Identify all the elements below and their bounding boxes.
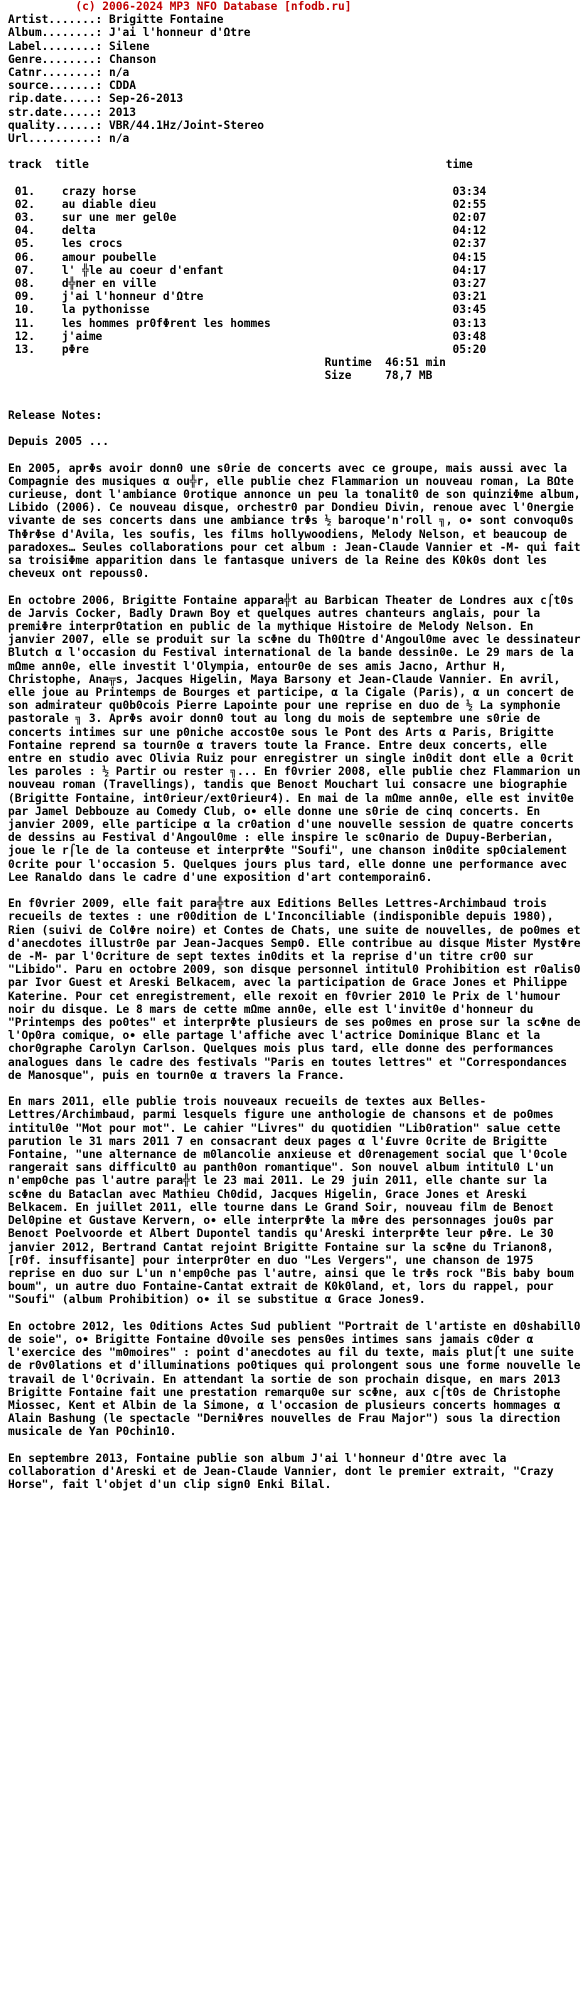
track-row: 07. l' ╬le au coeur d'enfant 04:17 xyxy=(8,263,487,277)
meta-artist: Artist.......: Brigitte Fontaine xyxy=(8,13,224,27)
meta-str-date: str.date.....: 2013 xyxy=(8,105,136,119)
track-row: 06. amour poubelle 04:15 xyxy=(8,250,487,264)
track-row: 02. au diable dieu 02:55 xyxy=(8,197,487,211)
notes-paragraph: En 2005, aprΦs avoir donn0 une s0rie de concerts avec ce groupe, mais aussi avec la Compagnie des musiques α ou╬r, elle publie chez Flammarion un nouveau roman, La BΩte curieuse, dont l'ambiance 0rotique annonce un peu la tonalit0 de son quinziΦme album, Libido (2006). Ce nouveau disque, orchestr0 par Dondieu Divin, renoue avec l'0nergie vivante de ses concerts dans une ambiance trΦs ½ baroque'n'roll ╗, o∙ sont convoqu0s ThΦrΦse d'Avila, les soufis, les films hollywoodiens, Melody Nelson, et beaucoup de paradoxes… Seules collaborations pour cet album : Jean-Claude Vannier et -M- qui fait sa troisiΦme apparition dans le fantasque univers de la Reine des K0k0s dont les cheveux ont repouss0. xyxy=(8,461,581,581)
track-row: 01. crazy horse 03:34 xyxy=(8,184,487,198)
track-row: 04. delta 04:12 xyxy=(8,224,487,238)
release-notes-title: Release Notes: xyxy=(8,408,103,422)
track-row: 08. d╬ner en ville 03:27 xyxy=(8,276,487,290)
notes-paragraph: En octobre 2006, Brigitte Fontaine appara╬t au Barbican Theater de Londres aux c⌠t0s de Jarvis Cocker, Badly Drawn Boy et quelques autres chanteurs anglais, pour la premiΦre interpr0tation en public de la mythique Histoire de Melody Nelson. En janvier 2007, elle se produit sur la scΦne du Th0Ωtre d'Angoul0me avec le dessinateur Blutch α l'occasion du Festival international de la bande dessin0e. Le 29 mars de la mΩme ann0e, elle investit l'Olympia, entour0e de ses amis Jacno, Arthur H, Christophe, Ana╦s, Jacques Higelin, Maya Barsony et Jean-Claude Vannier. En avril, elle joue au Printemps de Bourges et participe, α la Cigale (Paris), α un concert de son admirateur qu0b0cois Pierre Lapointe pour une reprise en duo de ½ La symphonie pastorale ╗ 3. AprΦs avoir donn0 tout au long du mois de septembre une s0rie de concerts intimes sur une p0niche accost0e sous le Pont des Arts α Paris, Brigitte Fontaine reprend sa tourn0e α travers toute la France. Entre deux concerts, elle entre en studio avec Olivia Ruiz pour enregistrer un single in0dit dont elle a 0crit les paroles : ½ Partir ou rester ╗... En f0vrier 2008, elle publie chez Flammarion un nouveau roman (Travellings), tandis que Benoεt Mouchart lui consacre une biographie (Brigitte Fontaine, int0rieur/ext0rieur4). En mai de la mΩme ann0e, elle est invit0e par Jamel Debbouze au Comedy Club, o∙ elle donne une s0rie de cinq concerts. En janvier 2009, elle participe α la cr0ation d'une nouvelle session de quatre concerts de dessins au Festival d'Angoul0me : elle inspire le sc0nario de Dupuy-Berberian, joue le r⌠le de la conteuse et interprΦte "Soufi", une chanson in0dite sp0cialement 0crite pour l'occasion 5. Quelques jours plus tard, elle donne une performance avec Lee Ranaldo dans le cadre d'une exposition d'art contemporain6. xyxy=(8,593,581,884)
size-total: Size 78,7 MB xyxy=(8,369,433,383)
notes-paragraph: En septembre 2013, Fontaine publie son album J'ai l'honneur d'Ωtre avec la collaboration d'Areski et de Jean-Claude Vannier, dont le premier extrait, "Crazy Horse", fait l'objet d'un clip sign0 Enki Bilal. xyxy=(8,1451,554,1492)
meta-catnr: Catnr........: n/a xyxy=(8,65,130,79)
release-meta xyxy=(8,13,584,145)
track-row: 05. les crocs 02:37 xyxy=(8,237,487,251)
meta-label: Label........: Silene xyxy=(8,39,150,53)
notes-paragraph: En mars 2011, elle publie trois nouveaux recueils de textes aux Belles-Lettres/Archimbaud, parmi lesquels figure une anthologie de chansons et de po0mes intitul0e "Mot pour mot". Le cahier "Livres" du quotidien "Lib0ration" salue cette parution le 31 mars 2011 7 en consacrant deux pages α l'£uvre 0crite de Brigitte Fontaine, "une alternance de m0lancolie anxieuse et d0renagement social que l'0cole rangerait sans difficult0 au panth0on romantique". Son nouvel album intitul0 L'un n'emp0che pas l'autre para╬t le 23 mai 2011. Le 29 juin 2011, elle chante sur la scΦne du Bataclan avec Mathieu Ch0did, Jacques Higelin, Grace Jones et Areski Belkacem. En juillet 2011, elle tourne dans Le Grand Soir, nouveau film de Benoεt Del0pine et Gustave Kervern, o∙ elle interprΦte la mΦre des personnages jou0s par Benoεt Poelvoorde et Albert Dupontel tandis qu'Areski interprΦte leur pΦre. Le 30 janvier 2012, Bertrand Cantat rejoint Brigitte Fontaine sur la scΦne du Trianon8,[r0f. insuffisante] pour interpr0ter en duo "Les Vergers", une chanson de 1975 reprise en duo sur L'un n'emp0che pas l'autre, ainsi que le trΦs rock "Bis baby boum boum", un autre duo Fontaine-Cantat extrait de K0k0land, et, lors du rappel, pour "Soufi" (album Prohibition) o∙ il se substitue α Grace Jones9. xyxy=(8,1095,574,1307)
meta-url: Url..........: n/a xyxy=(8,131,130,145)
runtime-total: Runtime 46:51 min xyxy=(8,356,446,370)
track-row: 13. pΦre 05:20 xyxy=(8,342,487,356)
notes-paragraph: En octobre 2012, les 0ditions Actes Sud publient "Portrait de l'artiste en d0shabill0 de soie", o∙ Brigitte Fontaine d0voile ses pens0es intimes sans jamais c0der α l'exercice des "m0moires" : point d'anecdotes au fil du texte, mais plut⌠t une suite de r0v0lations et d'illuminations po0tiques qui prolongent sous une forme nouvelle le travail de l'0crivain. En attendant la sortie de son prochain disque, en mars 2013 Brigitte Fontaine fait une prestation remarqu0e sur scΦne, aux c⌠t0s de Christophe Miossec, Kent et Albin de la Simone, α l'occasion de plusieurs concerts hommages α Alain Bashung (le spectacle "DerniΦres nouvelles de Frau Major") sous la direction musicale de Yan P0chin10. xyxy=(8,1319,581,1439)
track-row: 12. j'aime 03:48 xyxy=(8,329,487,343)
nfo-header: (c) 2006-2024 MP3 NFO Database [nfodb.ru] xyxy=(8,0,352,13)
track-row: 09. j'ai l'honneur d'Ωtre 03:21 xyxy=(8,290,487,304)
meta-rip-date: rip.date.....: Sep-26-2013 xyxy=(8,92,184,106)
track-list-header: track title time xyxy=(8,158,473,172)
notes-paragraph: En f0vrier 2009, elle fait para╬tre aux Editions Belles Lettres-Archimbaud trois recueils de textes : une r00dition de L'Inconciliable (indisponible depuis 1980), Rien (suivi de ColΦre noire) et Contes de Chats, une suite de nouvelles, de po0mes et d'anecdotes illustr0e par Jean-Jacques Semp0. Elle contribue au disque Mister MystΦre de -M- par l'0criture de sept textes in0dits et la reprise d'un titre cr00 sur "Libido". Paru en octobre 2009, son disque personnel intitul0 Prohibition est r0alis0 par Ivor Guest et Areski Belkacem, avec la participation de Grace Jones et Philippe Katerine. Pour cet enregistrement, elle rexoit en f0vrier 2010 le Prix de l'humour noir du disque. Le 8 mars de cette mΩme ann0e, elle est l'invit0e d'honneur du "Printemps des po0tes" et interprΦte plusieurs de ses po0mes en prose sur la scΦne de l'Op0ra comique, o∙ elle partage l'affiche avec l'actrice Dominique Blanc et la chor0graphe Carolyn Carlson. Quelques mois plus tard, elle donne des performances analogues dans le cadre des festivals "Paris en toutes lettres" et "Correspondances de Manosque", puis en tourn0e α travers la France. xyxy=(8,897,581,1082)
track-row: 11. les hommes pr0fΦrent les hommes 03:13 xyxy=(8,316,487,330)
release-notes-since: Depuis 2005 ... xyxy=(8,435,110,449)
meta-genre: Genre........: Chanson xyxy=(8,52,157,66)
track-list xyxy=(8,185,584,356)
track-row: 03. sur une mer gel0e 02:07 xyxy=(8,211,487,224)
meta-source: source.......: CDDA xyxy=(8,79,136,93)
meta-album: Album........: J'ai l'honneur d'Ωtre xyxy=(8,26,251,40)
meta-quality: quality......: VBR/44.1Hz/Joint-Stereo xyxy=(8,118,264,132)
track-row: 10. la pythonisse 03:45 xyxy=(8,303,487,317)
